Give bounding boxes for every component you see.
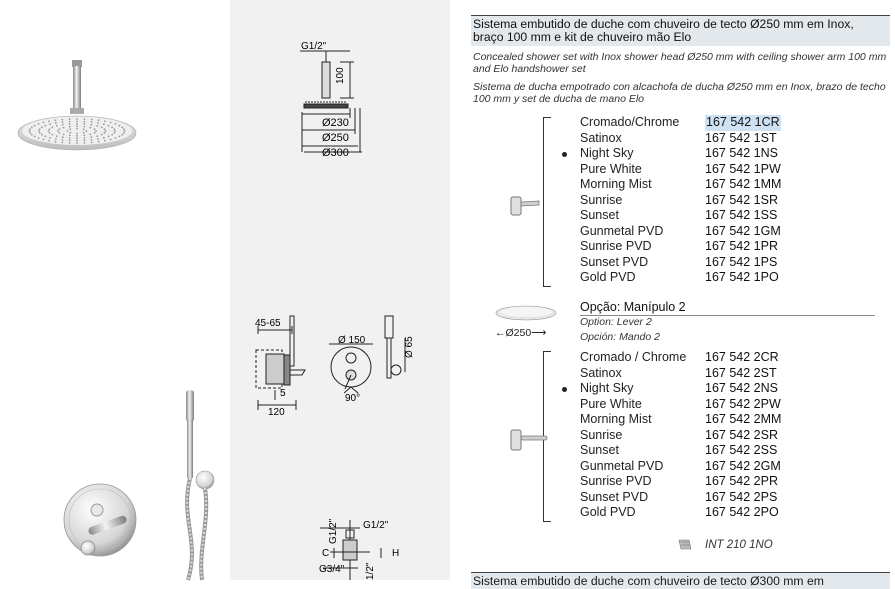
finish-name: Night Sky	[580, 146, 634, 160]
nozzle-dot	[83, 126, 85, 128]
nozzle-dot	[104, 140, 106, 142]
nozzle-dot	[48, 130, 50, 132]
nozzle-dot	[90, 127, 92, 129]
nozzle-dot	[55, 119, 57, 121]
option-title-es: Opción: Mando 2	[580, 331, 660, 343]
nozzle-dot	[51, 134, 53, 136]
finish-name: Morning Mist	[580, 412, 652, 426]
shower-head-dim: Ø250	[505, 327, 532, 339]
nozzle-dot	[94, 128, 96, 130]
dim-d230: Ø230	[322, 117, 349, 129]
nozzle-dot	[76, 142, 78, 144]
nozzle-dot	[96, 125, 98, 127]
nozzle-dot	[62, 136, 64, 138]
product-code[interactable]: 167 542 1MM	[705, 177, 782, 191]
lever1-row	[580, 146, 880, 162]
product-code[interactable]: 167 542 1PR	[705, 239, 778, 253]
nozzle-dot	[31, 126, 33, 128]
product-title-pt: Sistema embutido de duche com chuveiro de tecto Ø250 mm em Inox, braço 100 mm e kit de chuveiro mão Elo	[473, 17, 854, 44]
dim-g12-horiz: G1/2"	[363, 520, 389, 531]
nozzle-dot	[103, 123, 105, 125]
nozzle-dot	[38, 130, 40, 132]
nozzle-dot	[90, 124, 92, 126]
product-code[interactable]: 167 542 2PR	[705, 474, 778, 488]
nozzle-dot	[49, 137, 51, 139]
nozzle-dot	[91, 142, 93, 144]
nozzle-dot	[69, 121, 71, 123]
nozzle-dot	[90, 134, 92, 136]
nozzle-dot	[114, 130, 116, 132]
nozzle-dot	[76, 118, 78, 120]
product-code[interactable]: 167 542 2GM	[705, 458, 781, 473]
lever2-default-dot	[562, 387, 567, 392]
nozzle-dot	[108, 135, 110, 137]
nozzle-dot	[57, 130, 59, 132]
nozzle-dot	[101, 134, 103, 136]
nozzle-dot	[69, 132, 71, 134]
dim-h: H	[392, 548, 400, 559]
nozzle-dot	[97, 138, 99, 140]
dim-d300: Ø300	[322, 147, 349, 159]
nozzle-dot	[84, 121, 86, 123]
nozzle-dot	[113, 132, 115, 134]
product-title-bar	[471, 15, 890, 46]
lever2-row	[580, 474, 880, 490]
product-code[interactable]: 167 542 1ST	[705, 130, 777, 145]
product-code[interactable]: 167 542 2MM	[705, 412, 782, 426]
nozzle-dot	[67, 130, 69, 132]
finish-name: Cromado/Chrome	[580, 115, 680, 129]
nozzle-dot	[49, 123, 51, 125]
nozzle-dot	[39, 128, 41, 130]
nozzle-dot	[34, 125, 36, 127]
mixer-front-drawing	[329, 344, 373, 393]
nozzle-dot	[55, 141, 57, 143]
finish-name: Sunset	[580, 208, 619, 222]
nozzle-dot	[61, 119, 63, 121]
nozzle-dot	[69, 137, 71, 139]
nozzle-dot	[95, 130, 97, 132]
product-code[interactable]: 167 542 1PO	[705, 270, 779, 284]
finish-name: Pure White	[580, 396, 642, 411]
nozzle-dot	[91, 121, 93, 123]
next-product-title: Sistema embutido de duche com chuveiro de tecto Ø300 mm em	[471, 572, 890, 589]
dim-120: 120	[268, 407, 285, 418]
finish-name: Sunrise PVD	[580, 239, 652, 253]
nozzle-dot	[83, 128, 85, 130]
nozzle-dot	[91, 119, 93, 121]
dim-5: 5	[280, 388, 286, 399]
product-title-en: Concealed shower set with Inox shower head Ø250 mm with ceiling shower arm 100 mm and Elo handshower set	[473, 51, 887, 75]
nozzle-dot	[84, 137, 86, 139]
option-title: Opção: Manípulo 2	[580, 300, 686, 314]
option-title-en: Option: Lever 2	[580, 316, 652, 328]
technical-drawing-column	[230, 0, 450, 580]
finish-name: Satinox	[580, 130, 622, 145]
lever2-row	[580, 428, 880, 444]
product-code[interactable]: 167 542 2SS	[705, 443, 778, 457]
nozzle-dot	[56, 135, 58, 137]
lever1-handle-icon	[507, 194, 543, 220]
nozzle-dot	[51, 127, 53, 129]
nozzle-dot	[90, 136, 92, 138]
nozzle-dot	[111, 134, 113, 136]
dim-45-65: 45-65	[255, 318, 281, 329]
product-code[interactable]: 167 542 1GM	[705, 223, 781, 238]
nozzle-dot	[83, 132, 85, 134]
finish-name: Night Sky	[580, 381, 634, 395]
product-code[interactable]: 167 542 1SS	[705, 208, 778, 222]
nozzle-dot	[121, 134, 123, 136]
nozzle-dot	[110, 139, 112, 141]
nozzle-dot	[94, 132, 96, 134]
nozzle-dot	[41, 134, 43, 136]
nozzle-dot	[123, 132, 125, 134]
nozzle-dot	[115, 123, 117, 125]
lever2-row	[580, 459, 880, 475]
ceiling-shower-photo	[18, 60, 136, 150]
nozzle-dot	[45, 125, 47, 127]
mixer-plate-photo	[64, 484, 136, 556]
nozzle-dot	[76, 123, 78, 125]
finish-name: Sunset PVD	[580, 254, 649, 269]
finish-name: Satinox	[580, 365, 622, 380]
nozzle-dot	[38, 123, 40, 125]
nozzle-dot	[69, 123, 71, 125]
nozzle-dot	[105, 130, 107, 132]
nozzle-dot	[76, 137, 78, 139]
nozzle-dot	[115, 137, 117, 139]
nozzle-dot	[43, 139, 45, 141]
shower-head-dim-label: ←Ø250⟶	[495, 327, 547, 339]
nozzle-dot	[84, 123, 86, 125]
nozzle-dot	[104, 128, 106, 130]
product-code[interactable]: 167 542 2PW	[705, 396, 781, 411]
nozzle-dot	[34, 136, 36, 138]
nozzle-dot	[83, 135, 85, 137]
nozzle-dot	[104, 132, 106, 134]
finish-name: Cromado / Chrome	[580, 350, 687, 364]
nozzle-dot	[48, 140, 50, 142]
finish-name: Sunset	[580, 443, 619, 457]
dim-g34: G3/4"	[319, 564, 345, 575]
nozzle-dot	[118, 125, 120, 127]
nozzle-dot	[111, 126, 113, 128]
lever2-row	[580, 443, 880, 459]
nozzle-dot	[124, 130, 126, 132]
product-code[interactable]: 167 542 1PW	[705, 161, 781, 176]
nozzle-dot	[63, 134, 65, 136]
nozzle-dot	[84, 118, 86, 120]
nozzle-dot	[62, 139, 64, 141]
holder-drawing	[385, 316, 405, 378]
product-photo-column	[0, 0, 230, 580]
nozzle-dot	[31, 134, 33, 136]
finish-name: Gold PVD	[580, 270, 636, 284]
product-photos	[0, 0, 230, 580]
nozzle-dot	[86, 130, 88, 132]
product-code[interactable]: 167 542 2CR	[705, 350, 779, 364]
nozzle-dot	[76, 135, 78, 137]
nozzle-dot	[61, 142, 63, 144]
handshower-photo	[186, 390, 214, 580]
lever1-default-dot	[562, 152, 567, 157]
lever2-row	[580, 490, 880, 506]
nozzle-dot	[76, 121, 78, 123]
nozzle-dot	[69, 142, 71, 144]
product-code[interactable]: 167 542 2ST	[705, 365, 777, 380]
dim-d65: Ø 65	[404, 336, 415, 358]
finish-name: Morning Mist	[580, 177, 652, 191]
lever1-row	[580, 270, 880, 286]
product-code[interactable]: 167 542 2SR	[705, 427, 778, 442]
nozzle-dot	[48, 120, 50, 122]
nozzle-dot	[110, 122, 112, 124]
product-code[interactable]: 167 542 2PO	[705, 505, 779, 519]
nozzle-dot	[69, 140, 71, 142]
finish-name: Pure White	[580, 161, 642, 176]
product-code[interactable]: 167 542 1SR	[705, 192, 778, 207]
nozzle-dot	[98, 141, 100, 143]
dim-g12-bottom: 1/2"	[365, 562, 376, 580]
technical-drawings	[230, 0, 450, 580]
dim-c: C	[322, 548, 330, 559]
nozzle-dot	[56, 125, 58, 127]
lever2-row	[580, 350, 880, 366]
nozzle-dot	[69, 118, 71, 120]
finish-name: Gold PVD	[580, 505, 636, 519]
nozzle-dot	[118, 136, 120, 138]
installation-box-icon	[677, 537, 693, 551]
lever2-row	[580, 381, 880, 397]
lever2-row	[580, 412, 880, 428]
lever2-row	[580, 505, 880, 521]
nozzle-dot	[69, 128, 71, 130]
nozzle-dot	[62, 121, 64, 123]
lever1-row	[580, 255, 880, 271]
product-code[interactable]: 167 542 1CR	[706, 115, 780, 129]
finish-name: Gunmetal PVD	[580, 458, 664, 473]
dim-90deg: 90°	[345, 393, 361, 404]
nozzle-dot	[69, 135, 71, 137]
lever2-row	[580, 397, 880, 413]
nozzle-dot	[96, 135, 98, 137]
nozzle-dot	[45, 135, 47, 137]
nozzle-dot	[59, 132, 61, 134]
installation-code: INT 210 1NO	[705, 539, 773, 551]
lever1-row	[580, 208, 880, 224]
nozzle-dot	[43, 122, 45, 124]
nozzle-dot	[104, 120, 106, 122]
lever2-row	[580, 366, 880, 382]
finish-name: Gunmetal PVD	[580, 223, 664, 238]
nozzle-dot	[62, 124, 64, 126]
nozzle-dot	[63, 127, 65, 129]
nozzle-dot	[123, 128, 125, 130]
nozzle-dot	[113, 128, 115, 130]
lever2-handle-icon	[507, 427, 549, 455]
nozzle-dot	[76, 128, 78, 130]
lever1-row	[580, 224, 880, 240]
nozzle-dot	[39, 132, 41, 134]
nozzle-dot	[55, 138, 57, 140]
lever1-row	[580, 177, 880, 193]
finish-name: Sunrise	[580, 427, 623, 442]
nozzle-dot	[101, 127, 103, 129]
lever1-row	[580, 193, 880, 209]
product-title-es: Sistema de ducha empotrado con alcachofa de ducha Ø250 mm en Inox, brazo de techo 100 mm y set de ducha de mano Elo	[473, 81, 886, 105]
nozzle-dot	[59, 128, 61, 130]
dim-g12-top: G1/2"	[301, 41, 327, 52]
lever1-bracket	[543, 117, 544, 287]
nozzle-dot	[49, 132, 51, 134]
product-code[interactable]: 167 542 2PS	[705, 489, 778, 504]
nozzle-dot	[69, 126, 71, 128]
nozzle-dot	[29, 132, 31, 134]
lever1-row	[580, 115, 880, 131]
nozzle-dot	[97, 122, 99, 124]
nozzle-dot	[55, 122, 57, 124]
dim-g12-vert: G1/2"	[328, 518, 339, 544]
nozzle-dot	[29, 130, 31, 132]
lever1-row	[580, 162, 880, 178]
product-info-column	[455, 0, 895, 588]
nozzle-dot	[76, 140, 78, 142]
dim-d150: Ø 150	[338, 335, 366, 346]
nozzle-dot	[38, 137, 40, 139]
nozzle-dot	[108, 125, 110, 127]
nozzle-dot	[76, 133, 78, 135]
finish-name: Sunset PVD	[580, 489, 649, 504]
lever1-row	[580, 131, 880, 147]
nozzle-dot	[121, 126, 123, 128]
product-code[interactable]: 167 542 2NS	[705, 381, 778, 395]
nozzle-dot	[103, 137, 105, 139]
finish-name: Sunrise	[580, 192, 623, 207]
nozzle-dot	[29, 128, 31, 130]
nozzle-dot	[91, 139, 93, 141]
dim-100: 100	[335, 67, 346, 84]
nozzle-dot	[76, 125, 78, 127]
product-code[interactable]: 167 542 1NS	[705, 146, 778, 160]
finish-name: Sunrise PVD	[580, 474, 652, 488]
nozzle-dot	[49, 128, 51, 130]
dim-d250: Ø250	[322, 132, 349, 144]
nozzle-dot	[84, 140, 86, 142]
nozzle-dot	[41, 126, 43, 128]
product-code[interactable]: 167 542 1PS	[705, 254, 778, 269]
nozzle-dot	[98, 119, 100, 121]
lever1-row	[580, 239, 880, 255]
nozzle-dot	[84, 142, 86, 144]
